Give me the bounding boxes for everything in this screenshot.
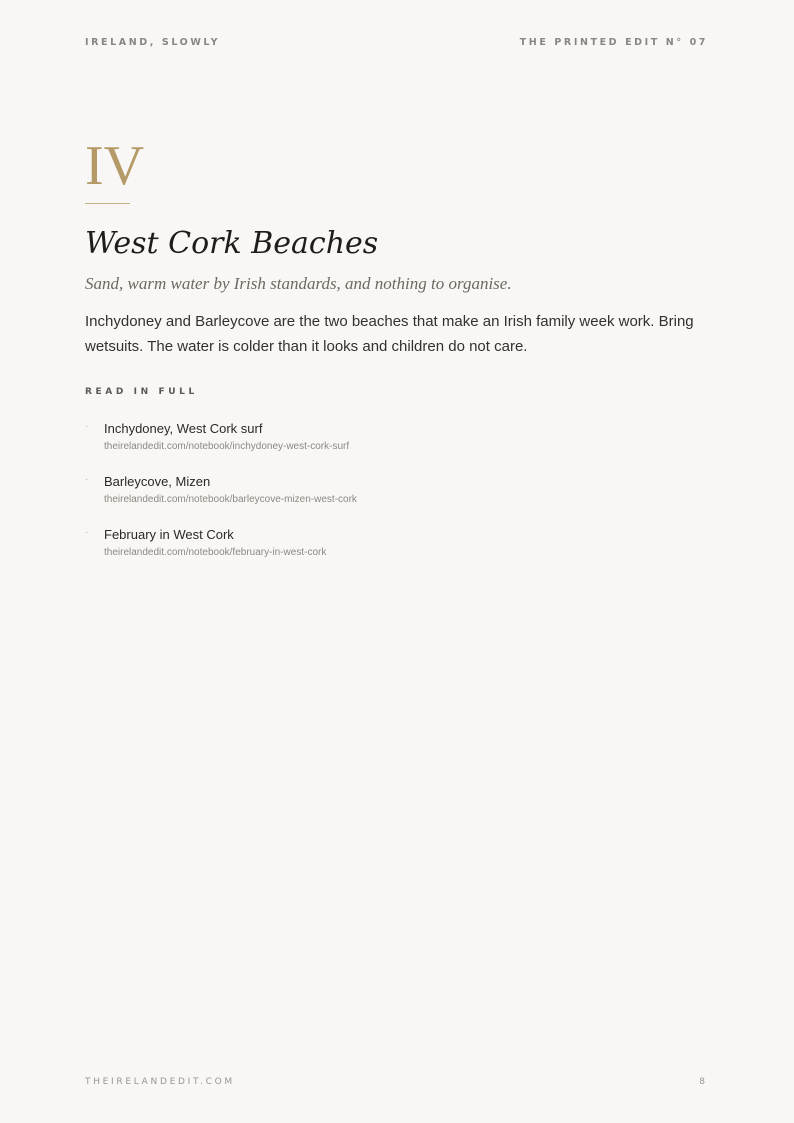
chapter-divider bbox=[85, 203, 130, 204]
page-title: West Cork Beaches bbox=[85, 226, 379, 261]
list-item[interactable] bbox=[85, 418, 705, 471]
link-title[interactable]: Inchydoney, West Cork surf bbox=[104, 421, 263, 436]
bullet-icon: · bbox=[85, 421, 89, 432]
link-url[interactable]: theirelandedit.com/notebook/barleycove-mizen-west-cork bbox=[104, 494, 357, 505]
bullet-icon: · bbox=[85, 527, 89, 538]
read-in-full-label: READ IN FULL bbox=[85, 387, 198, 397]
page-number: 8 bbox=[699, 1077, 705, 1087]
footer-site: THEIRELANDEDIT.COM bbox=[85, 1077, 235, 1087]
link-title[interactable]: February in West Cork bbox=[104, 527, 234, 542]
bullet-icon: · bbox=[85, 474, 89, 485]
link-title[interactable]: Barleycove, Mizen bbox=[104, 474, 211, 489]
list-item[interactable] bbox=[85, 524, 705, 577]
list-item[interactable] bbox=[85, 471, 705, 524]
link-url[interactable]: theirelandedit.com/notebook/inchydoney-west-cork-surf bbox=[104, 441, 350, 452]
chapter-numeral: IV bbox=[85, 135, 145, 197]
running-head-left: IRELAND, SLOWLY bbox=[85, 37, 221, 48]
read-in-full-list bbox=[85, 418, 705, 577]
running-head-right: THE PRINTED EDIT N° 07 bbox=[519, 37, 708, 48]
body-paragraph: Inchydoney and Barleycove are the two beaches that make an Irish family week work. Bring wetsuits. The water is colder than it looks and children do not care. bbox=[85, 313, 694, 355]
page-subtitle: Sand, warm water by Irish standards, and nothing to organise. bbox=[85, 274, 512, 293]
link-url[interactable]: theirelandedit.com/notebook/february-in-west-cork bbox=[104, 547, 327, 558]
